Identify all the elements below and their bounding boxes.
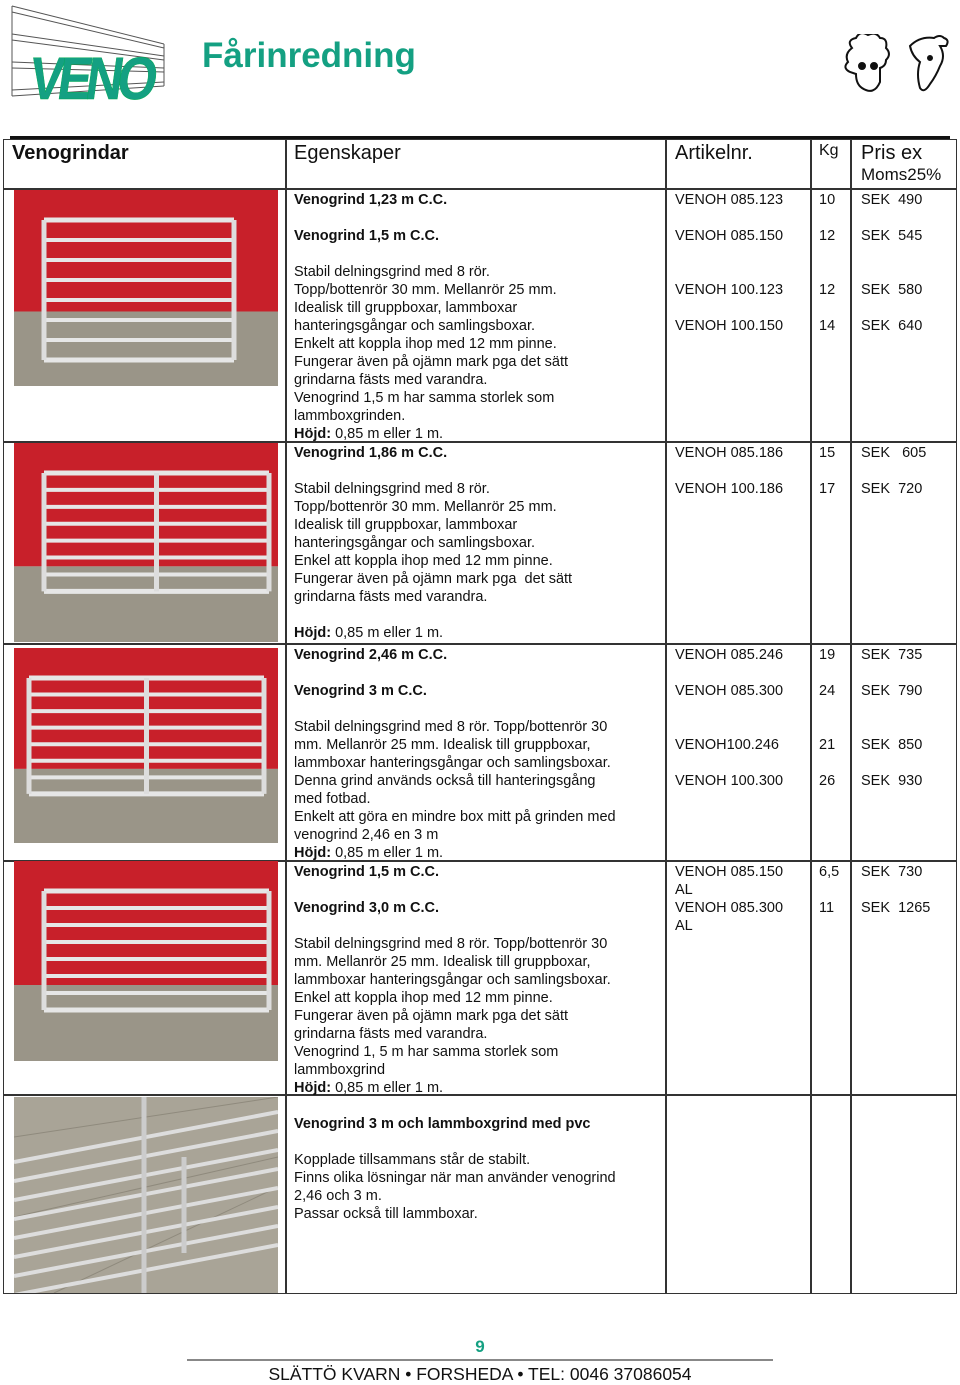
description-text: Stabil delningsgrind med 8 rör. Topp/bottenrör 30 xyxy=(294,936,608,952)
description-text: lammboxgrind xyxy=(294,1062,386,1078)
description-line xyxy=(294,588,572,606)
price-value xyxy=(861,718,922,736)
article-value: VENOH 085.123 xyxy=(675,192,784,208)
price-value: SEK 605 xyxy=(861,445,927,461)
kg-cell xyxy=(819,191,835,335)
kg-value xyxy=(819,462,835,480)
article-cell xyxy=(675,191,783,335)
kg-value xyxy=(819,263,835,281)
description-text: Denna grind används också till hanteringsgång xyxy=(294,773,596,789)
description-text: hanteringsgångar och samlingsboxar. xyxy=(294,535,536,551)
price-value: SEK 930 xyxy=(861,773,923,789)
article-value xyxy=(675,245,783,263)
description-bold: Höjd: xyxy=(294,426,332,442)
description-line xyxy=(294,935,611,953)
description-line xyxy=(294,917,611,935)
price-value: SEK 580 xyxy=(861,282,923,298)
kg-value: 21 xyxy=(819,737,836,753)
kg-value: 26 xyxy=(819,773,836,789)
article-value: AL xyxy=(675,882,693,898)
description-line xyxy=(294,718,616,736)
article-value: VENOH 085.300 xyxy=(675,900,784,916)
price-value xyxy=(861,754,922,772)
description-line xyxy=(294,606,572,624)
page-number: 9 xyxy=(475,1337,485,1356)
description-line xyxy=(294,1061,611,1079)
description-text: 0,85 m eller 1 m. xyxy=(331,1080,444,1096)
description-line xyxy=(294,682,616,700)
description-text: venogrind 2,46 en 3 m xyxy=(294,827,439,843)
kg-value: 17 xyxy=(819,481,836,497)
kg-value xyxy=(819,209,835,227)
description-text: Idealisk till gruppboxar, lammboxar xyxy=(294,517,518,533)
article-value: VENOH 085.300 xyxy=(675,683,784,699)
article-value xyxy=(675,700,783,718)
kg-value xyxy=(819,881,839,899)
description-text: lammboxgrinden. xyxy=(294,408,406,424)
description-text: Passar också till lammboxar. xyxy=(294,1206,478,1222)
properties-cell xyxy=(294,191,568,443)
article-value xyxy=(675,462,783,480)
description-text: med fotbad. xyxy=(294,791,371,807)
description-line xyxy=(294,881,611,899)
gate-photo xyxy=(14,1097,278,1293)
kg-value xyxy=(819,700,835,718)
gate-photo xyxy=(14,190,278,386)
kg-value: 19 xyxy=(819,647,836,663)
price-value: SEK 1265 xyxy=(861,900,931,916)
description-line xyxy=(294,989,611,1007)
description-text: lammboxar hanteringsgångar och samlingsboxar. xyxy=(294,755,611,771)
article-value: VENOH 100.123 xyxy=(675,282,784,298)
price-value: SEK 720 xyxy=(861,481,923,497)
description-bold: Venogrind 1,23 m C.C. xyxy=(294,192,448,208)
description-line xyxy=(294,191,568,209)
description-text: Venogrind 1, 5 m har samma storlek som xyxy=(294,1044,559,1060)
description-text: Kopplade tillsammans står de stabilt. xyxy=(294,1152,531,1168)
description-line xyxy=(294,299,568,317)
article-value xyxy=(675,209,783,227)
description-text: mm. Mellanrör 25 mm. Idealisk till gruppboxar, xyxy=(294,954,591,970)
description-line xyxy=(294,1007,611,1025)
price-cell xyxy=(861,191,922,335)
description-text: hanteringsgångar och samlingsboxar. xyxy=(294,318,536,334)
description-line xyxy=(294,1169,616,1187)
description-line xyxy=(294,1115,616,1133)
kg-value: 14 xyxy=(819,318,836,334)
price-value: SEK 545 xyxy=(861,228,923,244)
header-article: Artikelnr. xyxy=(675,142,753,164)
description-line xyxy=(294,534,572,552)
header-properties: Egenskaper xyxy=(294,142,401,164)
article-cell xyxy=(675,863,783,935)
price-value xyxy=(861,881,930,899)
kg-cell xyxy=(819,444,835,498)
price-cell xyxy=(861,863,930,917)
price-value xyxy=(861,700,922,718)
price-value xyxy=(861,245,922,263)
description-text: Fungerar även på ojämn mark pga det sätt xyxy=(294,1008,569,1024)
price-value: SEK 790 xyxy=(861,683,923,699)
description-text: 0,85 m eller 1 m. xyxy=(331,426,444,442)
description-text: Stabil delningsgrind med 8 rör. xyxy=(294,481,490,497)
description-line xyxy=(294,335,568,353)
kg-value xyxy=(819,245,835,263)
description-text: Venogrind 1,5 m har samma storlek som xyxy=(294,390,555,406)
kg-value: 6,5 xyxy=(819,864,840,880)
description-line xyxy=(294,1205,616,1223)
article-value: VENOH 085.150 xyxy=(675,864,784,880)
page-title: Fårinredning xyxy=(202,36,416,75)
price-cell xyxy=(861,646,922,790)
description-text: grindarna fästs med varandra. xyxy=(294,372,488,388)
description-line xyxy=(294,407,568,425)
description-line xyxy=(294,516,572,534)
price-value xyxy=(861,664,922,682)
description-line xyxy=(294,371,568,389)
price-value: SEK 730 xyxy=(861,864,923,880)
price-value xyxy=(861,462,926,480)
article-value: VENOH 100.150 xyxy=(675,318,784,334)
footer-rule xyxy=(187,1359,773,1361)
article-value xyxy=(675,754,783,772)
product-table xyxy=(3,139,957,1294)
article-cell xyxy=(675,444,783,498)
description-line xyxy=(294,498,572,516)
article-value: VENOH 100.300 xyxy=(675,773,784,789)
kg-value xyxy=(819,299,835,317)
description-text: Enkel att koppla ihop med 12 mm pinne. xyxy=(294,990,553,1006)
article-value: AL xyxy=(675,918,693,934)
article-value: VENOH 100.186 xyxy=(675,481,784,497)
header-product: Venogrindar xyxy=(12,142,129,164)
description-line xyxy=(294,754,616,772)
description-text: grindarna fästs med varandra. xyxy=(294,589,488,605)
description-line xyxy=(294,317,568,335)
kg-value xyxy=(819,718,835,736)
description-text: lammboxar hanteringsgångar och samlingsboxar. xyxy=(294,972,611,988)
article-value xyxy=(675,263,783,281)
gate-photo xyxy=(14,443,278,642)
description-line xyxy=(294,389,568,407)
description-line xyxy=(294,700,616,718)
description-text: Stabil delningsgrind med 8 rör. Topp/bottenrör 30 xyxy=(294,719,608,735)
description-bold: Höjd: xyxy=(294,845,332,861)
description-bold: Höjd: xyxy=(294,625,332,641)
description-line xyxy=(294,552,572,570)
description-text: Topp/bottenrör 30 mm. Mellanrör 25 mm. xyxy=(294,499,557,515)
description-line xyxy=(294,826,616,844)
veno-logo xyxy=(10,4,168,106)
description-bold: Venogrind 3 m och lammboxgrind med pvc xyxy=(294,1116,591,1132)
description-line xyxy=(294,1043,611,1061)
sheep-goat-icon xyxy=(840,34,956,100)
description-line xyxy=(294,1025,611,1043)
price-cell xyxy=(861,444,926,498)
gate-photo xyxy=(14,861,278,1061)
article-value xyxy=(675,664,783,682)
header-price-line1: Pris ex xyxy=(861,142,923,164)
description-line xyxy=(294,480,572,498)
article-value xyxy=(675,299,783,317)
article-value: VENOH 085.186 xyxy=(675,445,784,461)
description-bold: Venogrind 1,86 m C.C. xyxy=(294,445,448,461)
description-line xyxy=(294,971,611,989)
description-text: 0,85 m eller 1 m. xyxy=(331,625,444,641)
description-line xyxy=(294,953,611,971)
description-text: 2,46 och 3 m. xyxy=(294,1188,382,1204)
description-line xyxy=(294,353,568,371)
price-value: SEK 490 xyxy=(861,192,923,208)
description-text: Fungerar även på ojämn mark pga det sätt xyxy=(294,571,573,587)
description-text: Idealisk till gruppboxar, lammboxar xyxy=(294,300,518,316)
description-line xyxy=(294,624,572,642)
article-value xyxy=(675,718,783,736)
description-line xyxy=(294,281,568,299)
description-line xyxy=(294,227,568,245)
description-text: 0,85 m eller 1 m. xyxy=(331,845,444,861)
description-line xyxy=(294,462,572,480)
description-line xyxy=(294,1133,616,1151)
description-bold: Venogrind 3 m C.C. xyxy=(294,683,427,699)
article-cell xyxy=(675,646,783,790)
description-line xyxy=(294,1079,611,1097)
kg-cell xyxy=(819,863,839,917)
description-line xyxy=(294,1187,616,1205)
svg-text:VENO: VENO xyxy=(25,44,163,106)
description-text: grindarna fästs med varandra. xyxy=(294,1026,488,1042)
properties-cell xyxy=(294,444,572,642)
description-line xyxy=(294,263,568,281)
properties-cell xyxy=(294,1097,616,1223)
header-kg: Kg xyxy=(819,142,839,159)
description-line xyxy=(294,570,572,588)
description-text: Enkel att koppla ihop med 12 mm pinne. xyxy=(294,553,553,569)
description-text: Fungerar även på ojämn mark pga det sätt xyxy=(294,354,569,370)
description-text: Enkelt att göra en mindre box mitt på grinden med xyxy=(294,809,616,825)
description-bold: Höjd: xyxy=(294,1080,332,1096)
description-text: Enkelt att koppla ihop med 12 mm pinne. xyxy=(294,336,557,352)
price-value xyxy=(861,263,922,281)
description-bold: Venogrind 1,5 m C.C. xyxy=(294,228,440,244)
kg-value xyxy=(819,754,835,772)
footer-address: SLÄTTÖ KVARN • FORSHEDA • TEL: 0046 37086054 xyxy=(268,1364,692,1384)
article-value: VENOH 085.246 xyxy=(675,647,784,663)
description-line xyxy=(294,844,616,862)
article-value: VENOH100.246 xyxy=(675,737,779,753)
kg-value: 24 xyxy=(819,683,836,699)
description-line xyxy=(294,1097,616,1115)
description-line xyxy=(294,736,616,754)
kg-value: 12 xyxy=(819,228,836,244)
price-value: SEK 640 xyxy=(861,318,923,334)
kg-value: 12 xyxy=(819,282,836,298)
price-value: SEK 850 xyxy=(861,737,923,753)
description-bold: Venogrind 1,5 m C.C. xyxy=(294,864,440,880)
description-line xyxy=(294,245,568,263)
properties-cell xyxy=(294,646,616,862)
price-value xyxy=(861,209,922,227)
properties-cell xyxy=(294,863,611,1097)
gate-photo xyxy=(14,648,278,843)
description-line xyxy=(294,808,616,826)
description-text: mm. Mellanrör 25 mm. Idealisk till gruppboxar, xyxy=(294,737,591,753)
description-line xyxy=(294,646,616,664)
description-line xyxy=(294,772,616,790)
description-line xyxy=(294,1151,616,1169)
description-line xyxy=(294,425,568,443)
description-text: Finns olika lösningar när man använder venogrind xyxy=(294,1170,616,1186)
description-line xyxy=(294,790,616,808)
price-value: SEK 735 xyxy=(861,647,923,663)
header-price-line2: Moms25% xyxy=(861,165,942,184)
description-line xyxy=(294,899,611,917)
kg-value: 15 xyxy=(819,445,836,461)
article-value: VENOH 085.150 xyxy=(675,228,784,244)
kg-value: 11 xyxy=(819,900,835,916)
description-line xyxy=(294,664,616,682)
description-bold: Venogrind 3,0 m C.C. xyxy=(294,900,440,916)
description-bold: Venogrind 2,46 m C.C. xyxy=(294,647,448,663)
description-line xyxy=(294,209,568,227)
kg-value xyxy=(819,664,835,682)
description-line xyxy=(294,444,572,462)
kg-cell xyxy=(819,646,835,790)
description-text: Topp/bottenrör 30 mm. Mellanrör 25 mm. xyxy=(294,282,557,298)
description-text: Stabil delningsgrind med 8 rör. xyxy=(294,264,490,280)
description-line xyxy=(294,863,611,881)
price-value xyxy=(861,299,922,317)
header-price xyxy=(861,142,941,185)
kg-value: 10 xyxy=(819,192,836,208)
